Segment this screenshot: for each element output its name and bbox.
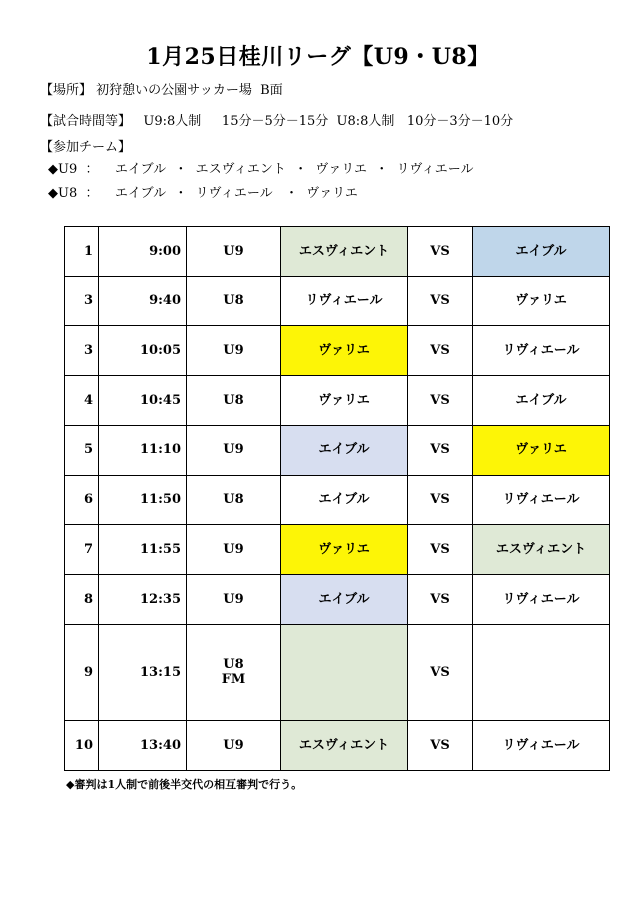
category: U9 — [187, 525, 281, 575]
kickoff-time: 9:40 — [99, 276, 187, 326]
away-team: ヴァリエ — [473, 425, 610, 475]
home-team: ヴァリエ — [281, 525, 408, 575]
vs-label: VS — [408, 376, 473, 426]
table-row — [65, 227, 610, 277]
vs-label: VS — [408, 326, 473, 376]
match-number: 7 — [65, 525, 99, 575]
table-row — [65, 276, 610, 326]
away-team: リヴィエール — [473, 326, 610, 376]
away-team: エイブル — [473, 376, 610, 426]
match-number: 6 — [65, 475, 99, 525]
kickoff-time: 13:40 — [99, 721, 187, 771]
home-team: リヴィエール — [281, 276, 408, 326]
table-row — [65, 475, 610, 525]
match-time-line: 【試合時間等】 U9:8人制 15分－5分－15分 U8:8人制 10分－3分－10分 — [40, 114, 514, 129]
category: U9 — [187, 425, 281, 475]
category: U8 — [187, 475, 281, 525]
table-row — [65, 326, 610, 376]
kickoff-time: 10:45 — [99, 376, 187, 426]
category: U8 — [187, 376, 281, 426]
vs-label: VS — [408, 425, 473, 475]
away-team: リヴィエール — [473, 721, 610, 771]
match-number: 10 — [65, 721, 99, 771]
match-number: 9 — [65, 624, 99, 720]
match-number: 3 — [65, 276, 99, 326]
kickoff-time: 11:55 — [99, 525, 187, 575]
away-team: エスヴィエント — [473, 525, 610, 575]
away-team — [473, 624, 610, 720]
category: U9 — [187, 575, 281, 625]
category: U8 FM — [187, 624, 281, 720]
home-team: エイブル — [281, 475, 408, 525]
table-row — [65, 425, 610, 475]
match-number: 8 — [65, 575, 99, 625]
match-number: 1 — [65, 227, 99, 277]
table-row — [65, 575, 610, 625]
vs-label: VS — [408, 276, 473, 326]
home-team: エスヴィエント — [281, 721, 408, 771]
venue-line: 【場所】 初狩憩いの公園サッカー場 B面 — [40, 83, 283, 98]
home-team: エイブル — [281, 575, 408, 625]
home-team: ヴァリエ — [281, 326, 408, 376]
vs-label: VS — [408, 624, 473, 720]
page-title: 1月25日桂川リーグ【U9・U8】 — [146, 44, 490, 70]
teams-heading: 【参加チーム】 — [40, 140, 132, 155]
category: U9 — [187, 326, 281, 376]
match-number: 3 — [65, 326, 99, 376]
table-row — [65, 376, 610, 426]
referee-note: ◆審判は1人制で前後半交代の相互審判で行う。 — [66, 778, 303, 791]
category: U9 — [187, 721, 281, 771]
vs-label: VS — [408, 525, 473, 575]
u9-teams-line: ◆U9 ： エイブル ・ エスヴィエント ・ ヴァリエ ・ リヴィエール — [48, 162, 474, 177]
kickoff-time: 13:15 — [99, 624, 187, 720]
away-team: エイブル — [473, 227, 610, 277]
match-number: 4 — [65, 376, 99, 426]
home-team: エスヴィエント — [281, 227, 408, 277]
table-row — [65, 624, 610, 720]
match-number: 5 — [65, 425, 99, 475]
table-row — [65, 721, 610, 771]
kickoff-time: 9:00 — [99, 227, 187, 277]
category: U9 — [187, 227, 281, 277]
category: U8 — [187, 276, 281, 326]
u8-teams-line: ◆U8 ： エイブル ・ リヴィエール ・ ヴァリエ — [48, 186, 358, 201]
vs-label: VS — [408, 575, 473, 625]
kickoff-time: 11:50 — [99, 475, 187, 525]
away-team: リヴィエール — [473, 475, 610, 525]
vs-label: VS — [408, 721, 473, 771]
home-team: エイブル — [281, 425, 408, 475]
schedule-table — [64, 226, 610, 771]
kickoff-time: 11:10 — [99, 425, 187, 475]
kickoff-time: 12:35 — [99, 575, 187, 625]
vs-label: VS — [408, 475, 473, 525]
away-team: リヴィエール — [473, 575, 610, 625]
vs-label: VS — [408, 227, 473, 277]
away-team: ヴァリエ — [473, 276, 610, 326]
kickoff-time: 10:05 — [99, 326, 187, 376]
home-team — [281, 624, 408, 720]
table-row — [65, 525, 610, 575]
home-team: ヴァリエ — [281, 376, 408, 426]
